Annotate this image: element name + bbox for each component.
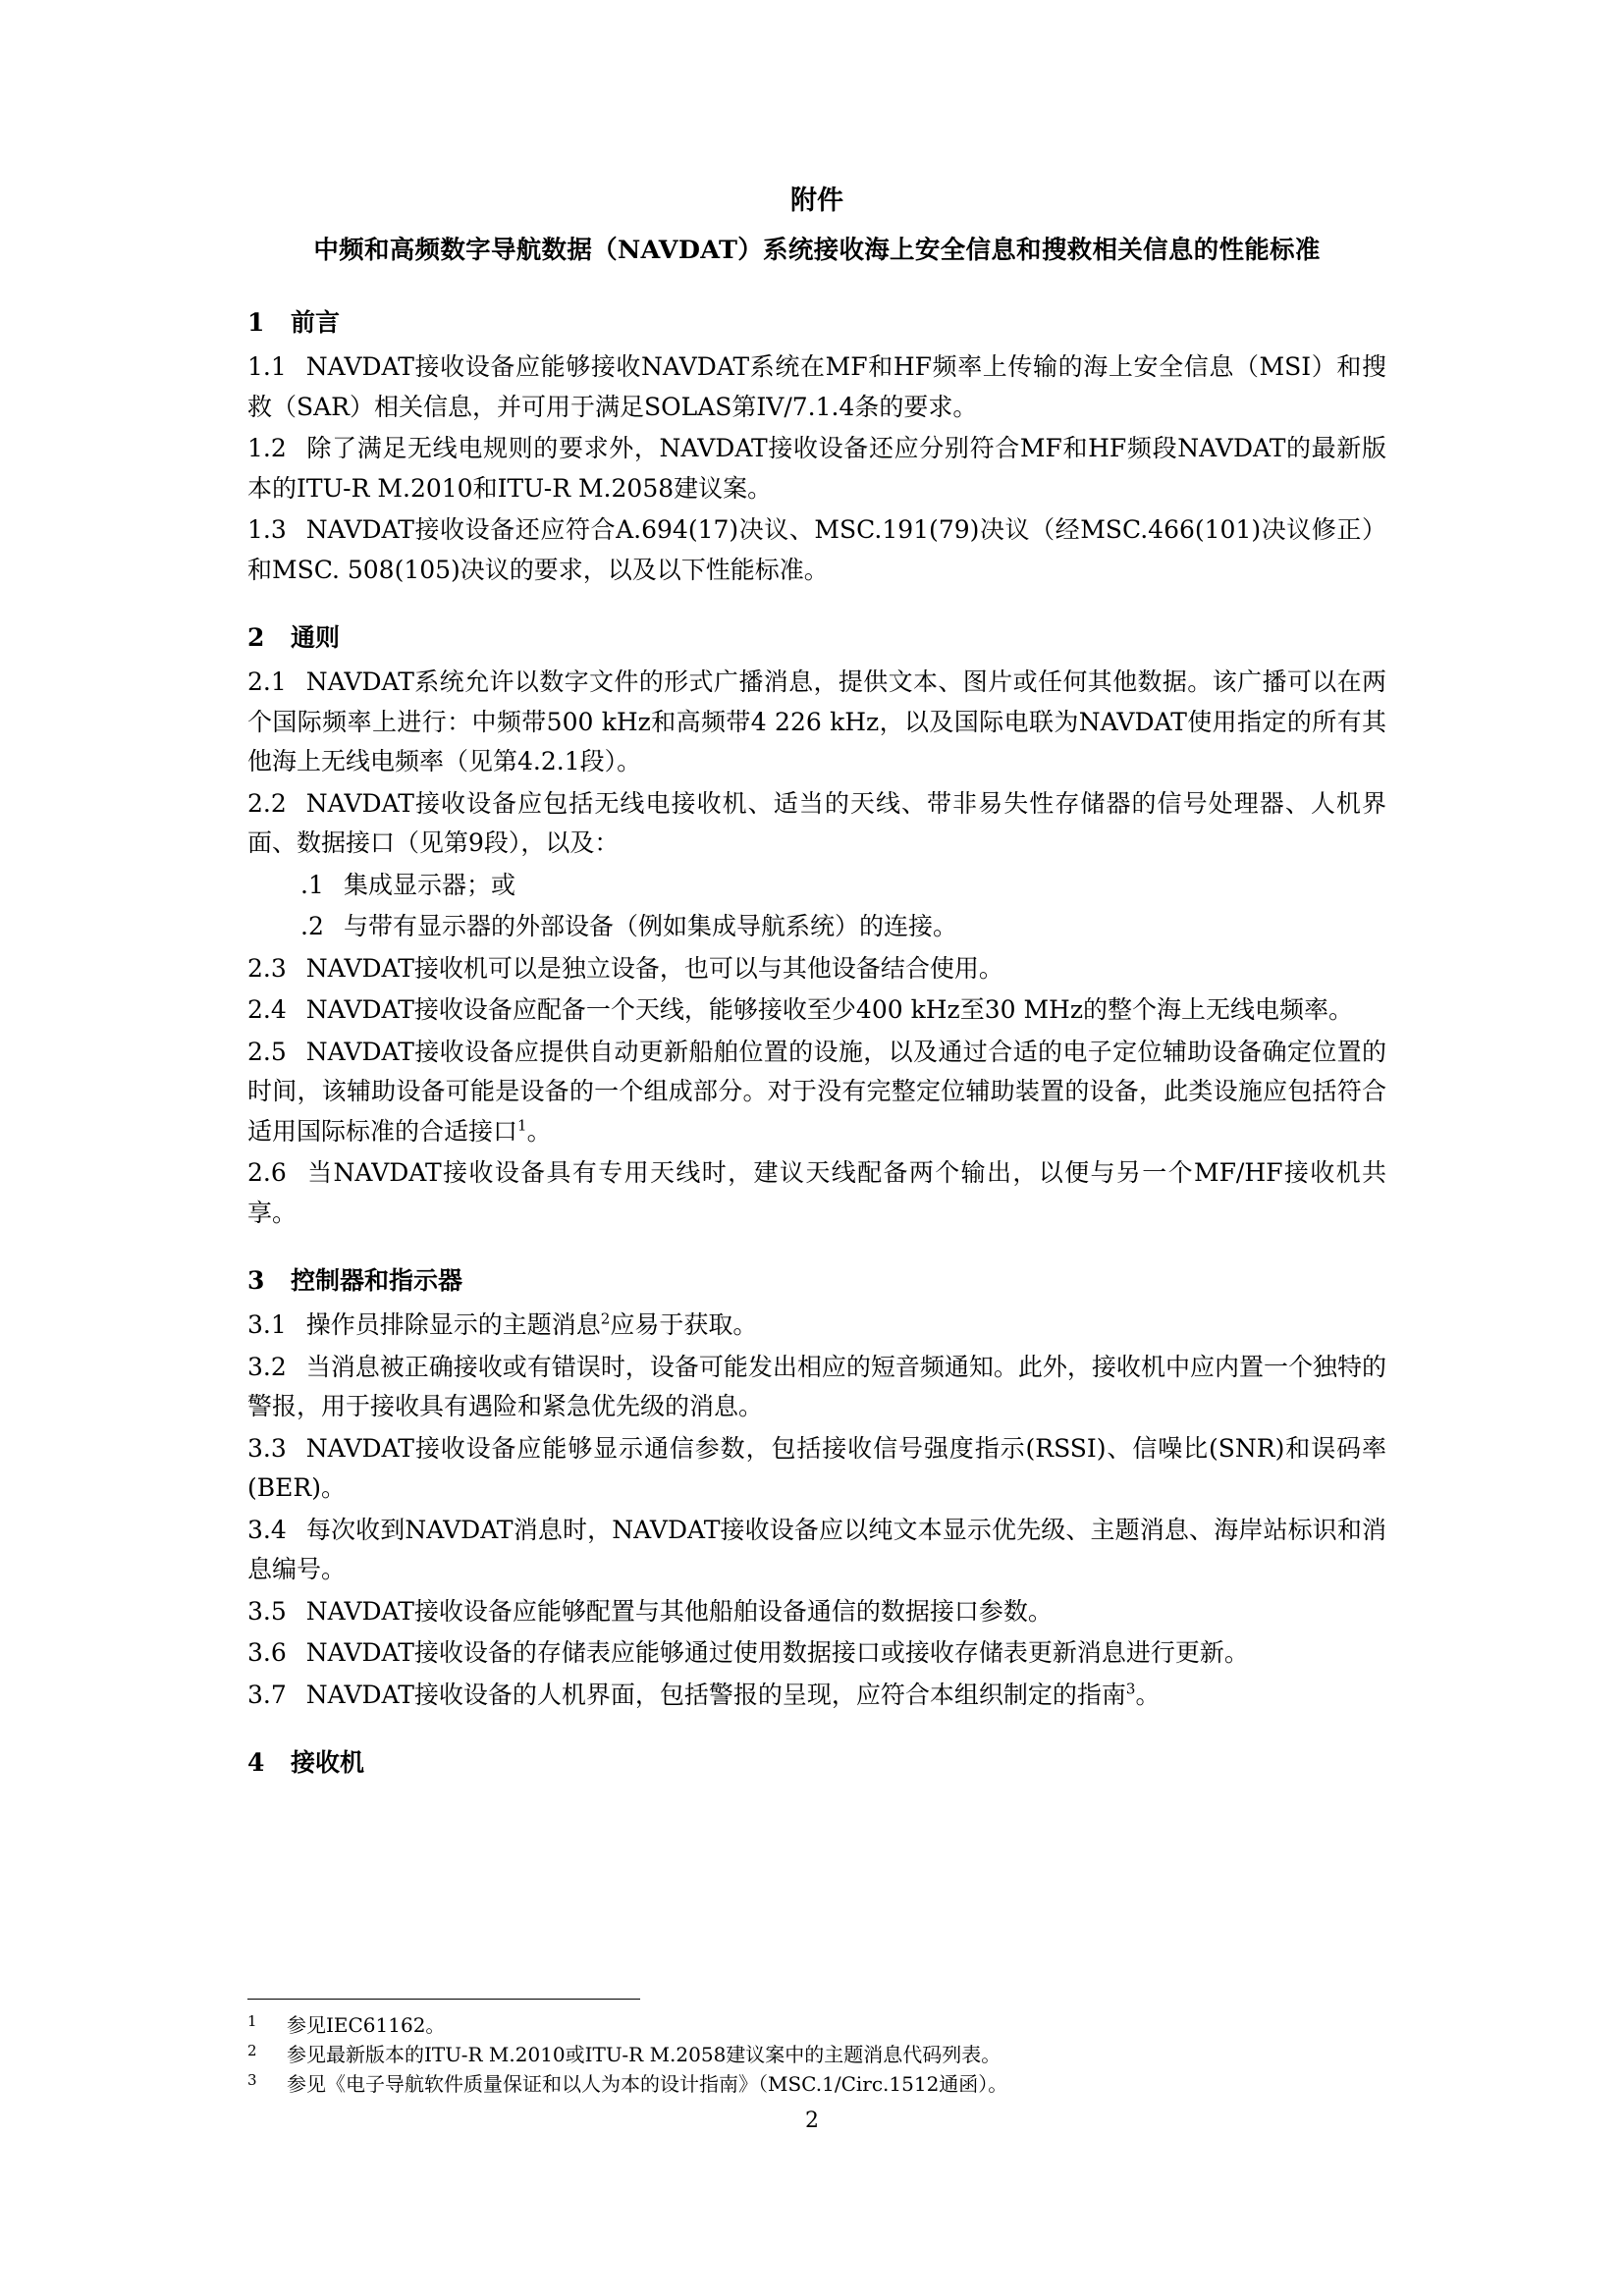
paragraph-text: NAVDAT接收设备应能够显示通信参数，包括接收信号强度指示(RSSI)、信噪比(SNR)和误码率(BER)。 — [247, 1433, 1386, 1502]
section-heading — [247, 1744, 1386, 1782]
paragraph — [247, 1633, 1386, 1674]
paragraph-number: 3.1 — [247, 1310, 287, 1339]
footnote-text: 参见《电子导航软件质量保证和以人为本的设计指南》（MSC.1/Circ.1512通函）。 — [287, 2072, 1008, 2096]
paragraph — [247, 1348, 1386, 1427]
paragraph-text: 每次收到NAVDAT消息时，NAVDAT接收设备应以纯文本显示优先级、主题消息、海岸站标识和消息编号。 — [247, 1515, 1386, 1583]
footnote-number: 1 — [247, 2012, 257, 2030]
paragraph — [247, 990, 1386, 1031]
paragraph-text: NAVDAT接收设备的人机界面，包括警报的呈现，应符合本组织制定的指南 — [305, 1680, 1126, 1709]
paragraph-number: 3.7 — [247, 1680, 287, 1709]
paragraph — [247, 1033, 1386, 1152]
paragraph-text-tail: 应易于获取。 — [610, 1310, 758, 1339]
paragraph — [247, 1592, 1386, 1632]
section-number: 2 — [247, 623, 265, 652]
annex-label: 附件 — [790, 186, 843, 216]
paragraph-text: NAVDAT接收设备应能够接收NAVDAT系统在MF和HF频率上传输的海上安全信息（MSI）和搜救（SAR）相关信息，并可用于满足SOLAS第IV/7.1.4条的要求。 — [247, 352, 1386, 421]
paragraph — [247, 949, 1386, 989]
paragraph-text: NAVDAT接收设备应包括无线电接收机、适当的天线、带非易失性存储器的信号处理器、人机界面、数据接口（见第9段），以及： — [247, 788, 1386, 857]
paragraph-number: 2.2 — [247, 788, 287, 818]
paragraph-text: NAVDAT接收设备应能够配置与其他船舶设备通信的数据接口参数。 — [305, 1596, 1053, 1626]
paragraph-number: 3.6 — [247, 1638, 287, 1667]
paragraph-text-tail: 。 — [526, 1116, 552, 1146]
document-title: 中频和高频数字导航数据（NAVDAT）系统接收海上安全信息和搜救相关信息的性能标准 — [313, 236, 1321, 265]
footnote-text: 参见IEC61162。 — [287, 2013, 446, 2037]
paragraph-number: 2.6 — [247, 1158, 287, 1187]
paragraph-text: 集成显示器；或 — [344, 870, 516, 899]
paragraph-number: 3.5 — [247, 1596, 287, 1626]
section-heading — [247, 304, 1386, 342]
paragraph-text: NAVDAT系统允许以数字文件的形式广播消息，提供文本、图片或任何其他数据。该广播可以在两个国际频率上进行：中频带500 kHz和高频带4 226 kHz，以及国际电联为NAVDAT使用指定的所有其他海上无线电频率（见第4.2.1段）。 — [247, 667, 1386, 775]
section-heading — [247, 619, 1386, 657]
footnote — [247, 2040, 1386, 2069]
section-4 — [247, 1744, 1386, 1782]
section-1 — [247, 304, 1386, 590]
paragraph — [247, 784, 1386, 864]
paragraph-text: NAVDAT接收设备还应符合A.694(17)决议、MSC.191(79)决议（经MSC.466(101)决议修正）和MSC. 508(105)决议的要求，以及以下性能标准。 — [247, 515, 1386, 584]
paragraph-text: 操作员排除显示的主题消息 — [305, 1310, 601, 1339]
paragraph — [247, 1153, 1386, 1233]
footnote-reference[interactable]: 1 — [517, 1116, 527, 1135]
footnote — [247, 2069, 1386, 2099]
paragraph — [247, 510, 1386, 590]
footnote-reference[interactable]: 2 — [600, 1309, 611, 1328]
paragraph-number: 2.5 — [247, 1037, 287, 1066]
section-3 — [247, 1262, 1386, 1715]
paragraph-number: .2 — [300, 912, 324, 940]
paragraph-number: 1.2 — [247, 434, 287, 462]
paragraph-text: 与带有显示器的外部设备（例如集成导航系统）的连接。 — [344, 912, 958, 940]
footnote — [247, 2010, 1386, 2040]
section-title: 控制器和指示器 — [291, 1266, 463, 1295]
paragraph — [247, 1429, 1386, 1509]
section-heading — [247, 1262, 1386, 1300]
page-number: 2 — [805, 2109, 819, 2133]
document-body — [247, 177, 1386, 1788]
section-2 — [247, 619, 1386, 1233]
paragraph-text: 当NAVDAT接收设备具有专用天线时，建议天线配备两个输出，以便与另一个MF/HF接收机共享。 — [247, 1158, 1386, 1227]
footnote-reference[interactable]: 3 — [1125, 1680, 1136, 1698]
paragraph-number: 2.3 — [247, 953, 287, 983]
section-title: 通则 — [291, 623, 341, 652]
footnotes — [247, 2010, 1386, 2099]
list-item — [247, 866, 1386, 906]
list-item — [247, 907, 1386, 947]
section-number: 1 — [247, 308, 265, 337]
paragraph-text-tail: 。 — [1135, 1680, 1161, 1709]
paragraph-number: 1.3 — [247, 515, 287, 544]
footnote-text: 参见最新版本的ITU-R M.2010或ITU-R M.2058建议案中的主题消息代码列表。 — [287, 2043, 1001, 2066]
paragraph-number: 3.4 — [247, 1515, 287, 1544]
paragraph — [247, 429, 1386, 508]
paragraph-number: 3.2 — [247, 1352, 287, 1381]
paragraph-text: NAVDAT接收机可以是独立设备，也可以与其他设备结合使用。 — [305, 953, 1003, 983]
paragraph-text: 当消息被正确接收或有错误时，设备可能发出相应的短音频通知。此外，接收机中应内置一个独特的警报，用于接收具有遇险和紧急优先级的消息。 — [247, 1352, 1386, 1420]
paragraph-number: 1.1 — [247, 352, 287, 381]
paragraph-text: NAVDAT接收设备的存储表应能够通过使用数据接口或接收存储表更新消息进行更新。 — [305, 1638, 1249, 1667]
sections-container — [247, 304, 1386, 1782]
section-number: 4 — [247, 1748, 265, 1777]
paragraph-number: 2.4 — [247, 995, 287, 1024]
paragraph-number: 3.3 — [247, 1433, 287, 1463]
paragraph-text: 除了满足无线电规则的要求外，NAVDAT接收设备还应分别符合MF和HF频段NAVDAT的最新版本的ITU-R M.2010和ITU-R M.2058建议案。 — [247, 434, 1386, 503]
section-title: 接收机 — [291, 1748, 365, 1777]
section-title: 前言 — [291, 308, 341, 337]
paragraph-text: NAVDAT接收设备应配备一个天线，能够接收至少400 kHz至30 MHz的整个海上无线电频率。 — [305, 995, 1354, 1024]
paragraph — [247, 347, 1386, 427]
paragraph-text: NAVDAT接收设备应提供自动更新船舶位置的设施，以及通过合适的电子定位辅助设备确定位置的时间，该辅助设备可能是设备的一个组成部分。对于没有完整定位辅助装置的设备，此类设施应包括符合适用国际标准的合适接口 — [247, 1037, 1386, 1146]
footnote-number: 3 — [247, 2071, 257, 2089]
footnote-divider — [247, 1999, 640, 2000]
section-number: 3 — [247, 1266, 265, 1295]
paragraph-number: .1 — [300, 870, 324, 899]
paragraph — [247, 1306, 1386, 1346]
paragraph-number: 2.1 — [247, 667, 287, 696]
paragraph — [247, 1676, 1386, 1716]
paragraph — [247, 663, 1386, 782]
footnote-number: 2 — [247, 2042, 257, 2059]
paragraph — [247, 1511, 1386, 1590]
